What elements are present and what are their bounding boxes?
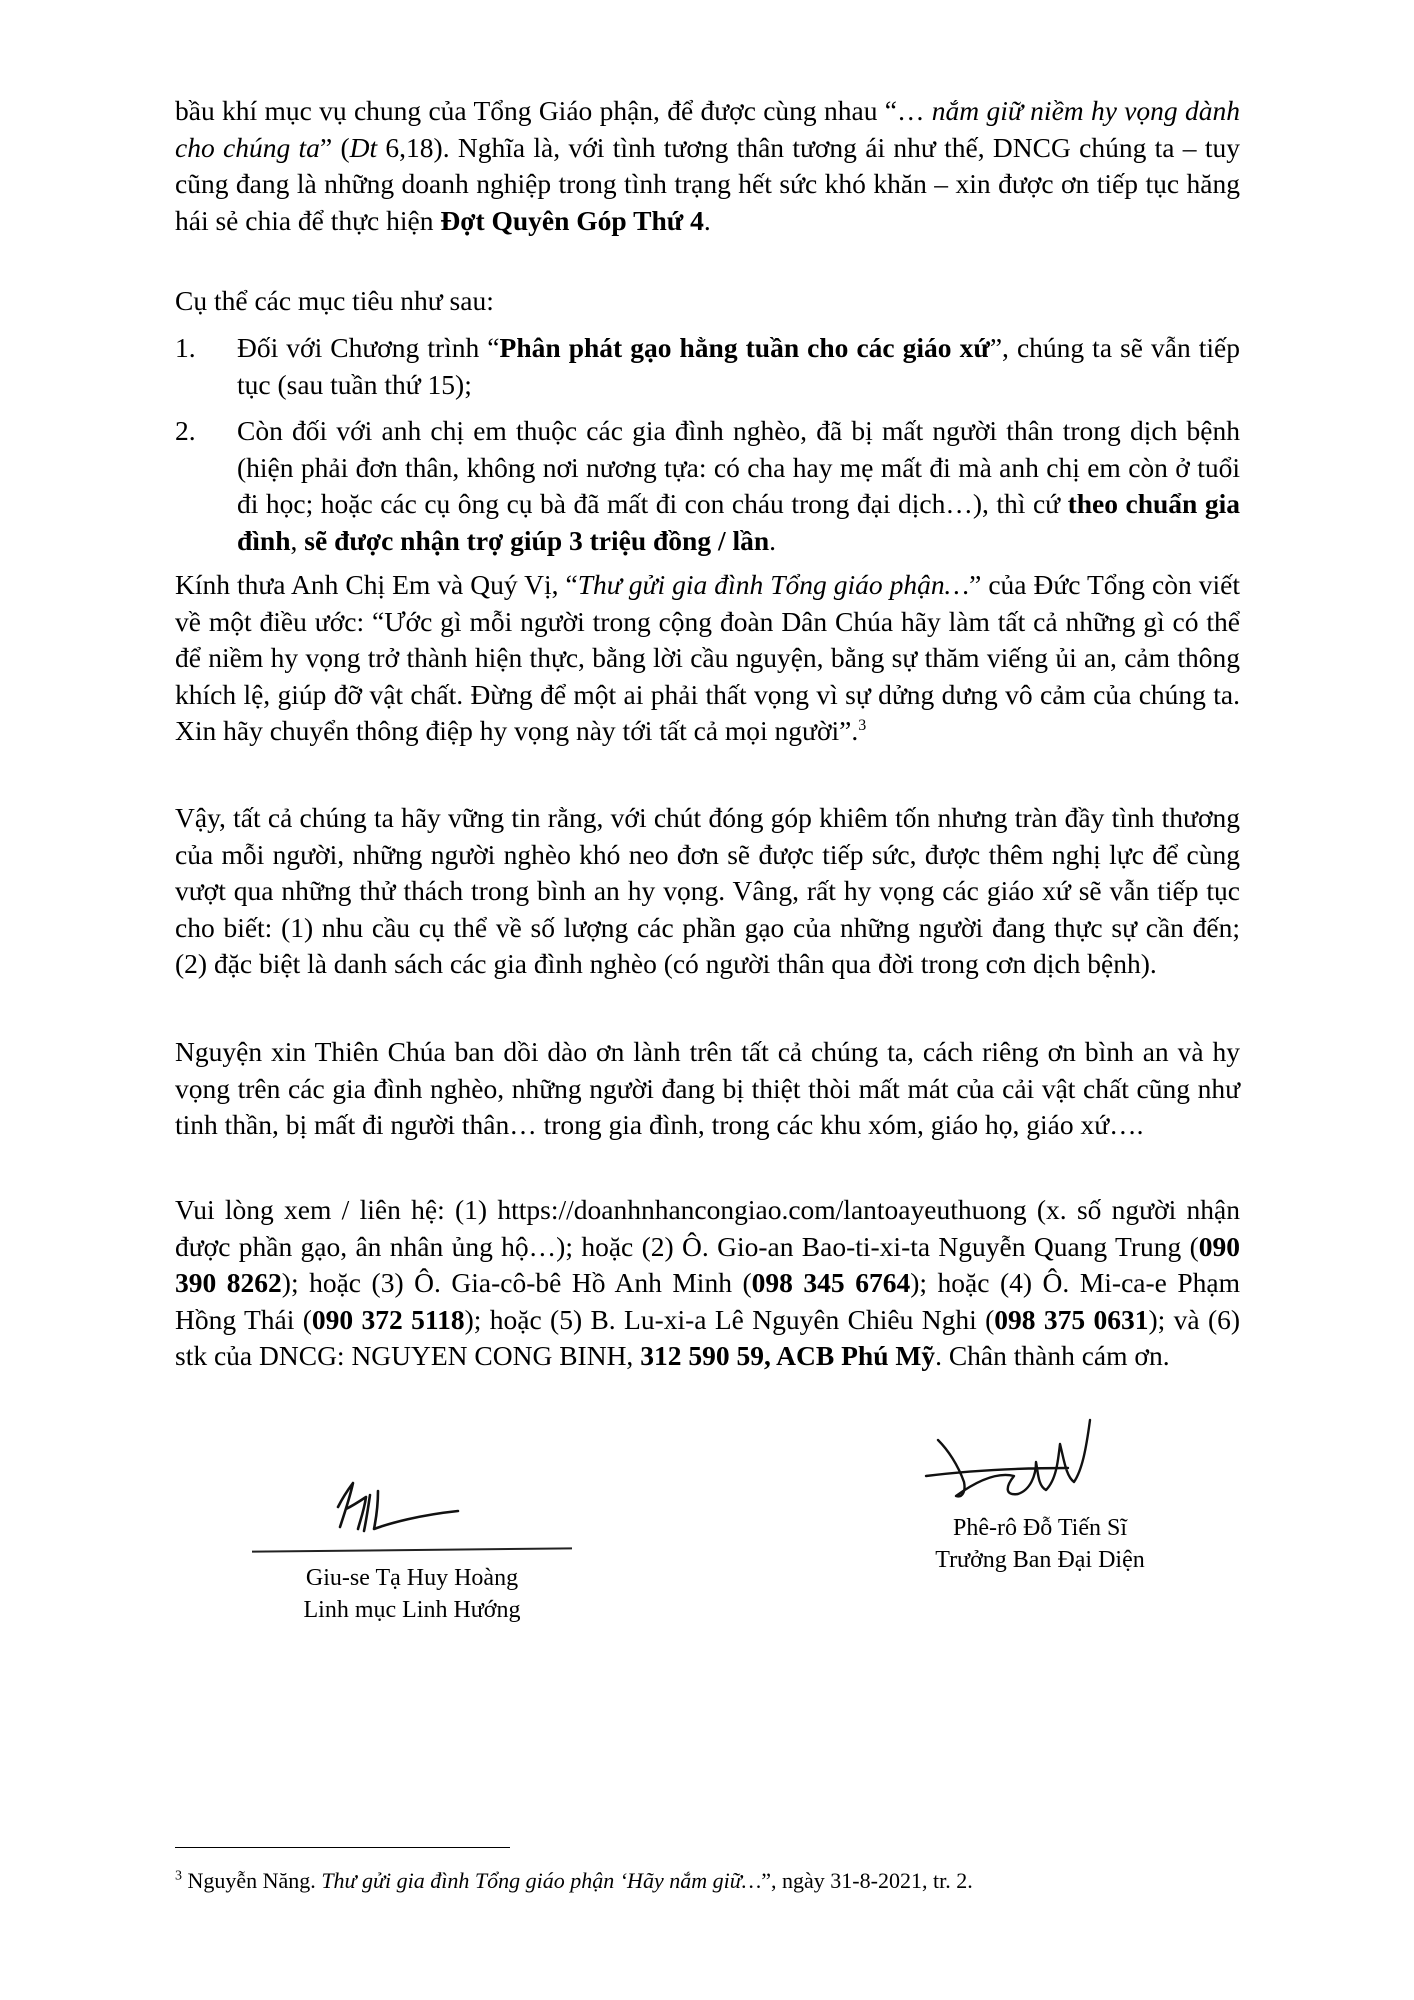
list-number: 1. bbox=[175, 332, 196, 363]
phone-number: 090 372 5118 bbox=[311, 1303, 465, 1335]
phone-number: 098 345 6764 bbox=[751, 1267, 911, 1298]
paragraph-blessing: Nguyện xin Thiên Chúa ban dồi dào ơn lành trên tất cả chúng ta, cách riêng ơn bình an và hy vọng trên các gia đình nghèo, những người đang bị thiệt thòi mất mát của cải vật chất cũng như tinh thần, bị mất đi người thân… trong gia đình, trong các khu xóm, giáo họ, giáo xứ…. bbox=[175, 1036, 1240, 1140]
text: , bbox=[290, 524, 305, 556]
paragraph-contacts bbox=[175, 1192, 1240, 1375]
letter-title: Thư gửi gia đình Tổng giáo phận… bbox=[577, 569, 970, 600]
signer-role: Trưởng Ban Đại Diện bbox=[935, 1547, 1145, 1573]
text: ); hoặc (4) Ô. Mi-ca-e Phạm Hồng Thái ( bbox=[175, 1267, 1241, 1335]
signer-name: Giu-se Tạ Huy Hoàng bbox=[305, 1565, 519, 1591]
text: ” của Đức Tổng còn viết về một điều ước: “Ước gì mỗi người trong cộng đoàn Dân Chúa hãy làm tất cả những gì có thể để niềm hy vọng trở thành hiện thực, bằng lời cầu nguyện, bằng sự thăm viếng ủi an, cảm thông khích lệ, giúp đỡ vật chất. Đừng để một ai phải thất vọng vì sự dửng dưng vô cảm của chúng ta. Xin hãy chuyển thông điệp hy vọng này tới tất cả mọi người”. bbox=[175, 569, 1240, 746]
signature-line bbox=[252, 1547, 572, 1552]
emphasis: sẽ được nhận trợ giúp 3 triệu đồng / lần bbox=[304, 524, 770, 556]
footnote bbox=[175, 1866, 1240, 1896]
text: bầu khí mục vụ chung của Tổng Giáo phận, để được cùng nhau “… bbox=[175, 95, 932, 126]
text: ”, chúng ta sẽ vẫn tiếp tục (sau tuần thứ 15); bbox=[237, 332, 1240, 400]
list-item bbox=[175, 413, 1240, 559]
footnote-number: 3 bbox=[175, 1868, 182, 1884]
phone-number: 098 375 0631 bbox=[994, 1303, 1149, 1335]
text: ); hoặc (3) Ô. Gia-cô-bê Hồ Anh Minh ( bbox=[281, 1267, 752, 1298]
program-name: Phân phát gạo hằng tuần cho các giáo xứ bbox=[499, 332, 990, 363]
text: Vui lòng xem / liên hệ: (1) https://doanhnhancongiao.com/lantoayeuthuong (x. số người nhận được phần gạo, ân nhân ủng hộ…); hoặc (2) Ô. Gio-an Bao-ti-xi-ta Nguyễn Quang Trung ( bbox=[175, 1194, 1240, 1262]
signer-name: Phê-rô Đỗ Tiến Sĩ bbox=[952, 1515, 1128, 1541]
signer-role: Linh mục Linh Hướng bbox=[303, 1597, 521, 1623]
text: ); hoặc (5) B. Lu-xi-a Lê Nguyên Chiêu Nghi ( bbox=[464, 1303, 995, 1335]
footnote-ref: 3 bbox=[858, 716, 867, 734]
bank-account: 312 590 59, ACB Phú Mỹ bbox=[640, 1340, 936, 1371]
text: Còn đối với anh chị em thuộc các gia đình nghèo, đã bị mất người thân trong dịch bệnh (hiện phải đơn thân, không nơi nương tựa: có cha hay mẹ mất đi mà anh chị em còn ở tuổi đi học; hoặc các cụ ông cụ bà đã mất đi con cháu trong đại dịch…), thì cứ bbox=[237, 415, 1240, 519]
campaign-name: Đợt Quyên Góp Thứ 4 bbox=[440, 204, 704, 236]
list-item bbox=[175, 330, 1240, 403]
text: . Chân thành cám ơn. bbox=[935, 1340, 1170, 1371]
emphasis: theo chuẩn gia đình bbox=[237, 488, 1241, 556]
text: ” ( bbox=[319, 131, 350, 163]
phone-number: 090 390 8262 bbox=[175, 1230, 1240, 1298]
text: Đối với Chương trình “ bbox=[237, 332, 500, 363]
paragraph-goals-intro: Cụ thể các mục tiêu như sau: bbox=[175, 285, 494, 316]
signature-block-right bbox=[890, 1512, 1190, 1576]
signature-left-image bbox=[320, 1465, 470, 1540]
footnote-divider bbox=[175, 1847, 510, 1848]
paragraph-archbishop-letter bbox=[175, 567, 1240, 750]
text: 6,18). Nghĩa là, với tình tương thân tương ái như thế, DNCG chúng ta – tuy cũng đang là những doanh nghiệp trong tình trạng hết sức khó khăn – xin được ơn tiếp tục hăng hái sẻ chia để thực hiện bbox=[175, 131, 1241, 236]
text: Nguyễn Năng. bbox=[182, 1868, 322, 1893]
signature-block-left bbox=[262, 1562, 562, 1626]
text: Kính thưa Anh Chị Em và Quý Vị, “ bbox=[175, 569, 578, 600]
paragraph-appeal: Vậy, tất cả chúng ta hãy vững tin rằng, với chút đóng góp khiêm tốn nhưng tràn đầy tình thương của mỗi người, những người nghèo khó neo đơn sẽ được tiếp sức, được thêm nghị lực để cùng vượt qua những thử thách trong bình an hy vọng. Vâng, rất hy vọng các giáo xứ sẽ vẫn tiếp tục cho biết: (1) nhu cầu cụ thể về số lượng các phần gạo của những người đang thực sự cần đến; (2) đặc biệt là danh sách các gia đình nghèo (có người thân qua đời trong cơn dịch bệnh). bbox=[175, 802, 1240, 979]
list-number: 2. bbox=[175, 415, 196, 446]
text: . bbox=[703, 204, 711, 236]
citation-book: Dt bbox=[349, 131, 378, 163]
text: . bbox=[769, 524, 777, 556]
paragraph-intro bbox=[175, 93, 1240, 239]
signature-right-image bbox=[918, 1410, 1108, 1520]
source-title: Thư gửi gia đình Tổng giáo phận ‘Hãy nắm giữ… bbox=[321, 1868, 762, 1893]
goals-list bbox=[175, 330, 1240, 559]
text: ); và (6) stk của DNCG: NGUYEN CONG BINH, bbox=[175, 1303, 1241, 1371]
quote-text: nắm giữ niềm hy vọng dành cho chúng ta bbox=[175, 95, 1240, 163]
text: ”, ngày 31-8-2021, tr. 2. bbox=[761, 1868, 973, 1893]
